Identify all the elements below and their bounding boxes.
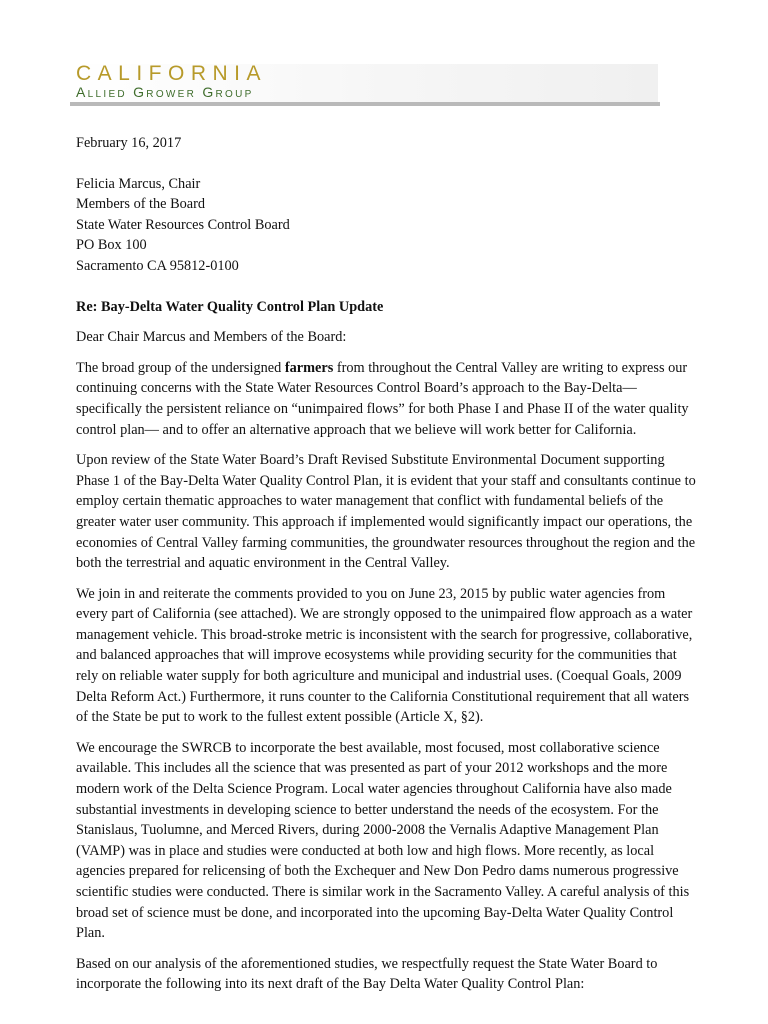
letterhead-rule: [70, 102, 660, 106]
paragraph-1-end: from throughout the Central Valley are writing to express our continuing concerns with the State Water Resources Control Board’s approach to the Bay-Delta— specifically the persistent reliance on “unimpaired flows” for both Phase I and Phase II of the water quality control plan— and to offer an alternative approach that we believe will work better for California.: [76, 359, 689, 438]
paragraph-1-start: The broad group of the undersigned: [76, 359, 285, 376]
letter-date: February 16, 2017: [76, 135, 182, 151]
paragraph-5: Based on our analysis of the aforementioned studies, we respectfully request the State Water Board to incorporate the following into its next draft of the Bay Delta Water Quality Control Plan:: [76, 955, 658, 993]
organization-subname: Allied Grower Group: [76, 84, 254, 100]
address-line: PO Box 100: [76, 237, 147, 254]
paragraph-1-bold: farmers: [284, 359, 334, 376]
salutation: Dear Chair Marcus and Members of the Board:: [76, 329, 347, 346]
paragraph-1: [76, 358, 696, 440]
address-line: Felicia Marcus, Chair: [76, 175, 201, 192]
address-line: Members of the Board: [76, 196, 206, 213]
letter-body: [76, 133, 696, 1005]
organization-name: CALIFORNIA: [76, 62, 268, 85]
address-line: State Water Resources Control Board: [76, 216, 290, 233]
paragraph-3: We join in and reiterate the comments provided to you on June 23, 2015 by public water agencies from every part of California (see attached). We are strongly opposed to the unimpaired flow approach as a water management vehicle. This broad-stroke metric is inconsistent with the search for progressive, collaborative, and balanced approaches that will improve ecosystems while providing security for the communities that rely on reliable water supply for both agriculture and municipal and industrial uses. (Coequal Goals, 2009 Delta Reform Act.) Furthermore, it runs counter to the California Constitutional requirement that all waters of the State be put to work to the fullest extent possible (Article X, §2).: [76, 585, 693, 726]
paragraph-2: Upon review of the State Water Board’s Draft Revised Substitute Environmental Document supporting Phase 1 of the Bay-Delta Water Quality Control Plan, it is evident that your staff and consultants continue to employ certain thematic approaches to water management that conflict with fundamental beliefs of the greater water user community. This approach if implemented would significantly impact our operations, the economies of Central Valley farming communities, the groundwater resources throughout the region and the both the terrestrial and aquatic environment in the Central Valley.: [76, 452, 696, 572]
recipient-address: [76, 174, 696, 277]
letterhead: [70, 62, 660, 110]
address-line: Sacramento CA 95812-0100: [76, 257, 239, 274]
paragraph-4: We encourage the SWRCB to incorporate the best available, most focused, most collaborative science available. This includes all the science that was presented as part of your 2012 workshops and the more modern work of the Delta Science Program. Local water agencies throughout California have also made substantial investments in developing science to better understand the needs of the ecosystem. For the Stanislaus, Tuolumne, and Merced Rivers, during 2000-2008 the Vernalis Adaptive Management Plan (VAMP) was in place and studies were conducted at both low and high flows. More recently, as local agencies prepared for relicensing of both the Exchequer and New Don Pedro dams numerous progressive scientific studies were conducted. There is similar work in the Sacramento Valley. A careful analysis of this broad set of science must be done, and incorporated into the upcoming Bay-Delta Water Quality Control Plan.: [76, 739, 690, 942]
letter-subject: Re: Bay-Delta Water Quality Control Plan Update: [76, 298, 384, 315]
